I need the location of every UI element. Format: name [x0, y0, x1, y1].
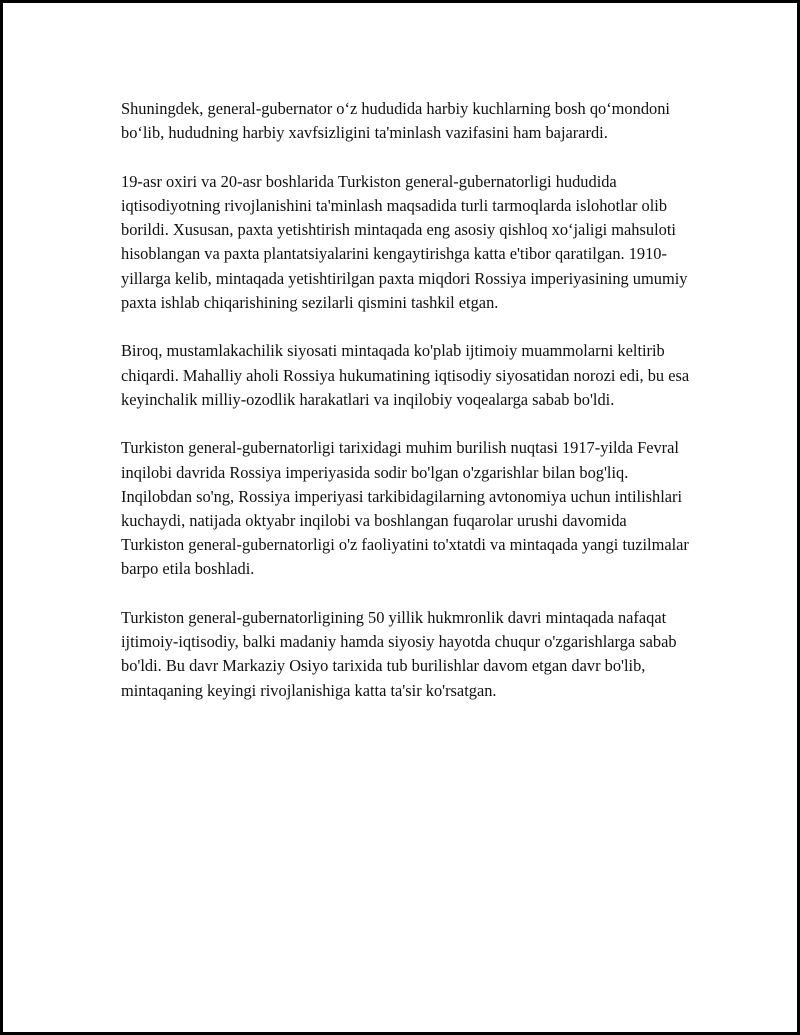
document-body: [121, 97, 693, 727]
paragraph-revolution: Turkiston general-gubernatorligi tarixidagi muhim burilish nuqtasi 1917-yilda Fevral inqilobi davrida Rossiya imperiyasida sodir bo'lgan o'zgarishlar bilan bog'liq. Inqilobdan so'ng, Rossiya imperiyasi tarkibidagilarning avtonomiya uchun intilishlari kuchaydi, natijada oktyabr inqilobi va boshlangan fuqarolar urushi davomida Turkiston general-gubernatorligi o'z faoliyatini to'xtatdi va mintaqada yangi tuzilmalar barpo etila boshladi.: [121, 438, 689, 579]
paragraph-military-role: Shuningdek, general-gubernator o‘z hududida harbiy kuchlarning bosh qo‘mondoni bo‘lib, hududning harbiy xavfsizligini ta'minlash vazifasini ham bajarardi.: [121, 99, 670, 143]
paragraph-economic-reforms: 19-asr oxiri va 20-asr boshlarida Turkiston general-gubernatorligi hududida iqtisodiyotning rivojlanishini ta'minlash maqsadida turli tarmoqlarda islohotlar olib borildi. Xususan, paxta yetishtirish mintaqada eng asosiy qishloq xo‘jaligi mahsuloti hisoblangan va paxta plantatsiyalarini kengaytirishga katta e'tibor qaratilgan. 1910-yillarga kelib, mintaqada yetishtirilgan paxta miqdori Rossiya imperiyasining umumiy paxta ishlab chiqarishining sezilarli qismini tashkil etgan.: [121, 171, 688, 312]
paragraph-colonial-policy: Biroq, mustamlakachilik siyosati mintaqada ko'plab ijtimoiy muammolarni keltirib chiqardi. Mahalliy aholi Rossiya hukumatining iqtisodiy siyosatidan norozi edi, bu esa keyinchalik milliy-ozodlik harakatlari va inqilobiy voqealarga sabab bo'ldi.: [121, 341, 690, 409]
paragraph-conclusion: Turkiston general-gubernatorligining 50 yillik hukmronlik davri mintaqada nafaqat ijtimoiy-iqtisodiy, balki madaniy hamda siyosiy hayotda chuqur o'zgarishlarga sabab bo'ldi. Bu davr Markaziy Osiyo tarixida tub burilishlar davom etgan davr bo'lib, mintaqaning keyingi rivojlanishiga katta ta'sir ko'rsatgan.: [121, 608, 677, 700]
